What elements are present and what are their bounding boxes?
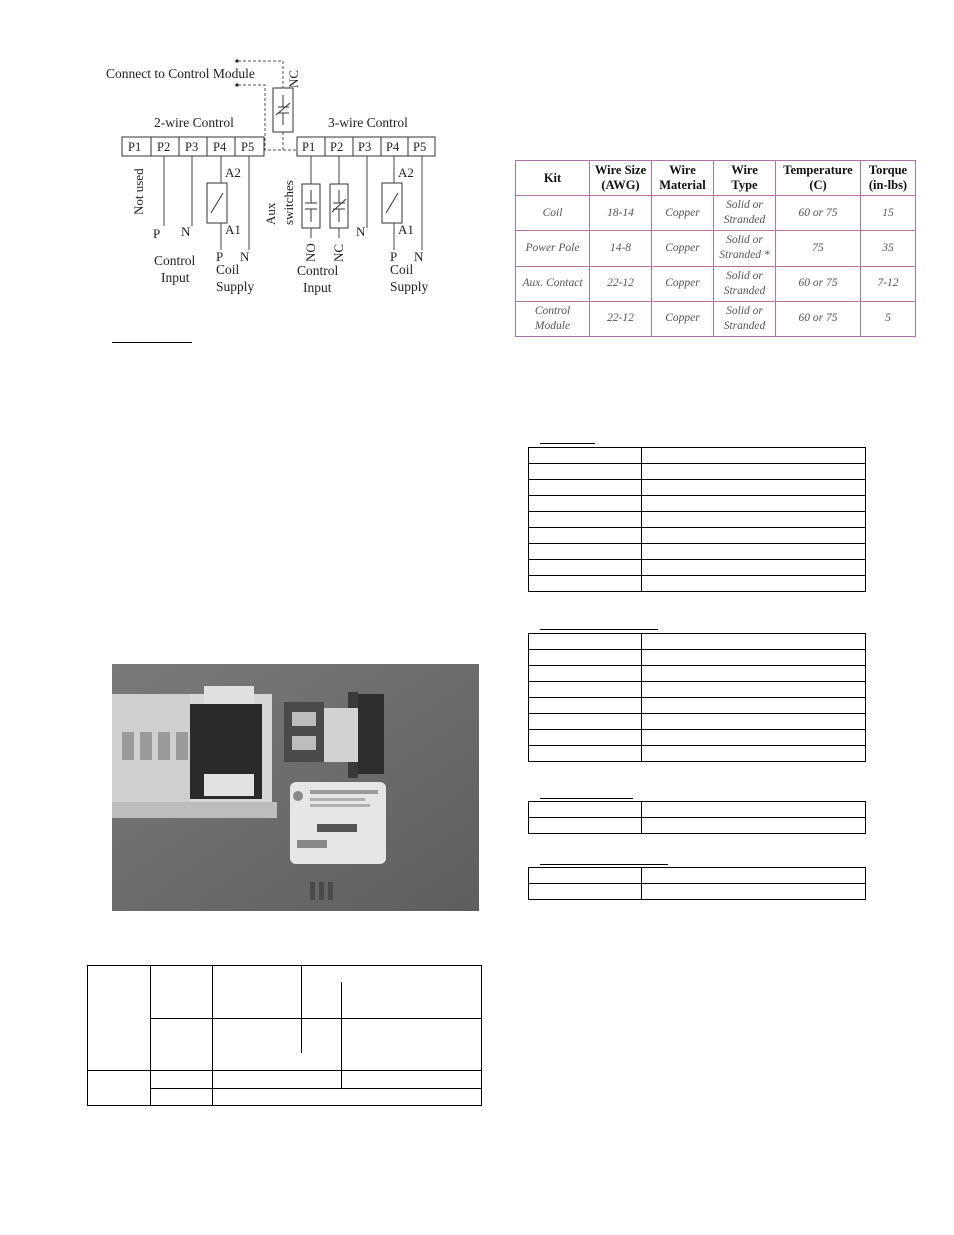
table-cell: Copper: [652, 231, 714, 266]
list-cell: [529, 496, 642, 512]
list-cell: [642, 818, 866, 834]
list-row: [529, 464, 866, 480]
table-cell: 75: [776, 231, 861, 266]
list-heading-1: [540, 443, 595, 444]
terminal3-p4: P4: [386, 140, 400, 154]
list-cell: [529, 480, 642, 496]
coil-supply-label-1: Coil: [216, 262, 240, 277]
wiring-diagram: [0, 0, 480, 310]
aux-label-2: switches: [281, 180, 296, 225]
table-row: [516, 266, 916, 301]
list-cell: [642, 884, 866, 900]
table-cell: Solid or Stranded *: [714, 231, 776, 266]
table-cell: 7-12: [861, 266, 916, 301]
list-row: [529, 884, 866, 900]
list-row: [529, 746, 866, 762]
terminal-p3: P3: [185, 140, 199, 154]
table-cell: 15: [861, 196, 916, 231]
list-cell: [642, 560, 866, 576]
control-input-label-1: Control: [154, 253, 196, 268]
table-cell: 14-8: [590, 231, 652, 266]
nc-top-label: NC: [286, 69, 301, 88]
terminal-p5: P5: [241, 140, 255, 154]
table-cell: Copper: [652, 266, 714, 301]
parts-list-table-4: [528, 867, 866, 900]
list-row: [529, 512, 866, 528]
list-cell: [529, 730, 642, 746]
list-cell: [529, 544, 642, 560]
list-cell: [529, 868, 642, 884]
control-input3-label-2: Input: [303, 280, 332, 295]
nc-label: NC: [331, 243, 346, 262]
table-row: [516, 301, 916, 336]
list-row: [529, 448, 866, 464]
table-row: [516, 196, 916, 231]
list-cell: [529, 448, 642, 464]
terminal-p1: P1: [128, 140, 142, 154]
list-cell: [529, 634, 642, 650]
list-cell: [642, 576, 866, 592]
list-row: [529, 650, 866, 666]
control-input-label-2: Input: [161, 270, 190, 285]
table-cell: Copper: [652, 301, 714, 336]
list-cell: [642, 802, 866, 818]
coil3-n-label: N: [414, 249, 424, 264]
bottom-table: [87, 965, 482, 1106]
list-row: [529, 544, 866, 560]
a2-3-label: A2: [398, 165, 414, 180]
table-cell: Power Pole: [516, 231, 590, 266]
header-temperature: Temperature (C): [776, 161, 861, 196]
header-wire-size: Wire Size (AWG): [590, 161, 652, 196]
nc-contact-box: [273, 88, 293, 132]
table-cell: 60 or 75: [776, 196, 861, 231]
list-heading-2: [540, 629, 658, 630]
list-heading-3: [540, 798, 633, 799]
list-cell: [642, 480, 866, 496]
list-cell: [642, 528, 866, 544]
coil-supply3-label-1: Coil: [390, 262, 414, 277]
table-cell: Copper: [652, 196, 714, 231]
list-cell: [642, 868, 866, 884]
list-cell: [529, 818, 642, 834]
coil3-p-label: P: [390, 249, 398, 264]
list-cell: [529, 560, 642, 576]
terminal3-p1: P1: [302, 140, 316, 154]
list-cell: [642, 512, 866, 528]
list-cell: [642, 682, 866, 698]
list-cell: [529, 746, 642, 762]
list-row: [529, 666, 866, 682]
list-cell: [529, 698, 642, 714]
table-cell: Aux. Contact: [516, 266, 590, 301]
list-cell: [529, 576, 642, 592]
aux-label-1: Aux: [263, 202, 278, 225]
list-cell: [642, 730, 866, 746]
list-cell: [642, 714, 866, 730]
parts-list-table-1: [528, 447, 866, 592]
table-cell: 18-14: [590, 196, 652, 231]
list-cell: [529, 802, 642, 818]
list-cell: [642, 666, 866, 682]
list-row: [529, 528, 866, 544]
table-cell: Solid or Stranded: [714, 196, 776, 231]
n3-label: N: [356, 224, 366, 239]
list-cell: [642, 448, 866, 464]
list-cell: [529, 464, 642, 480]
list-cell: [529, 512, 642, 528]
list-cell: [642, 650, 866, 666]
list-row: [529, 818, 866, 834]
terminal-p2: P2: [157, 140, 171, 154]
table-cell: Coil: [516, 196, 590, 231]
table-cell: 22-12: [590, 301, 652, 336]
list-row: [529, 730, 866, 746]
list-cell: [642, 746, 866, 762]
header-wire-type: Wire Type: [714, 161, 776, 196]
table-cell: Control Module: [516, 301, 590, 336]
list-cell: [529, 714, 642, 730]
coil-n-label: N: [240, 249, 250, 264]
control-n-label: N: [181, 224, 191, 239]
list-row: [529, 682, 866, 698]
control-p-label: P: [153, 226, 161, 241]
three-wire-title: 3-wire Control: [328, 115, 408, 130]
list-row: [529, 560, 866, 576]
header-kit: Kit: [516, 161, 590, 196]
table-row: [516, 231, 916, 266]
list-cell: [529, 884, 642, 900]
photo-illustration: [112, 664, 479, 911]
parts-list-table-2: [528, 633, 866, 762]
list-cell: [642, 634, 866, 650]
control-input3-label-1: Control: [297, 263, 339, 278]
table-header-row: [516, 161, 916, 196]
list-row: [529, 496, 866, 512]
list-cell: [642, 544, 866, 560]
a2-label: A2: [225, 165, 241, 180]
list-row: [529, 802, 866, 818]
coil-supply3-label-2: Supply: [390, 279, 429, 294]
table-cell: 5: [861, 301, 916, 336]
table-cell: Solid or Stranded: [714, 301, 776, 336]
parts-list-table-3: [528, 801, 866, 834]
diagram-heading-underline: [112, 342, 192, 343]
terminal-p4: P4: [213, 140, 227, 154]
list-heading-4: [540, 864, 668, 865]
two-wire-title: 2-wire Control: [154, 115, 234, 130]
table-cell: 22-12: [590, 266, 652, 301]
ge-logo-icon: [293, 791, 303, 801]
list-cell: [529, 650, 642, 666]
list-cell: [642, 496, 866, 512]
list-row: [529, 634, 866, 650]
connect-label: Connect to Control Module: [106, 66, 255, 81]
list-cell: [529, 528, 642, 544]
table-cell: 60 or 75: [776, 301, 861, 336]
terminal3-p2: P2: [330, 140, 344, 154]
terminal3-p3: P3: [358, 140, 372, 154]
list-row: [529, 868, 866, 884]
list-cell: [529, 682, 642, 698]
header-wire-material: Wire Material: [652, 161, 714, 196]
control-module: [290, 782, 386, 864]
a1-3-label: A1: [398, 222, 414, 237]
list-row: [529, 480, 866, 496]
wiring-specs-table: [515, 160, 916, 337]
list-cell: [529, 666, 642, 682]
list-row: [529, 576, 866, 592]
no-label: NO: [303, 243, 318, 262]
table-cell: Solid or Stranded: [714, 266, 776, 301]
list-row: [529, 698, 866, 714]
coil-supply-label-2: Supply: [216, 279, 255, 294]
table-cell: 35: [861, 231, 916, 266]
contactor-kit-photo: [112, 664, 479, 911]
list-cell: [642, 464, 866, 480]
table-cell: 60 or 75: [776, 266, 861, 301]
list-cell: [642, 698, 866, 714]
header-torque: Torque (in-lbs): [861, 161, 916, 196]
coil-p-label: P: [216, 249, 224, 264]
terminal3-p5: P5: [413, 140, 427, 154]
list-row: [529, 714, 866, 730]
a1-label: A1: [225, 222, 241, 237]
not-used-label: Not used: [131, 168, 146, 215]
